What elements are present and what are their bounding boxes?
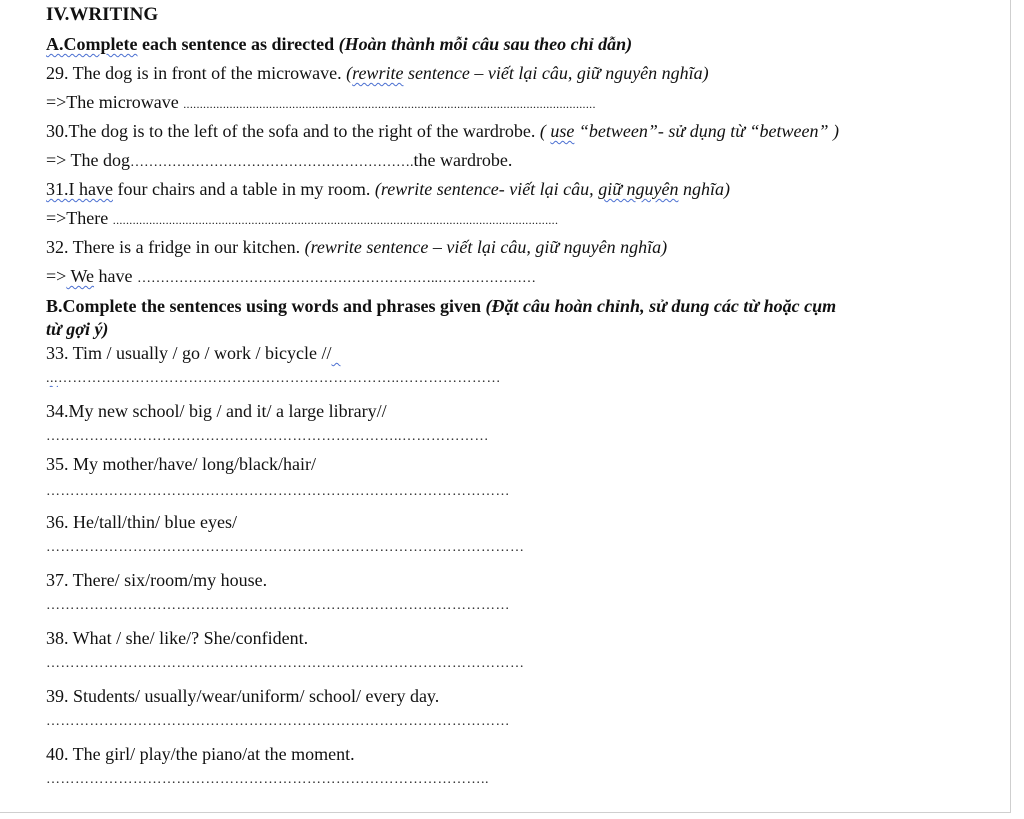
question-29: 29. The dog is in front of the microwave. (rewrite sentence – viết lại câu, giữ nguyên nghĩa) (46, 63, 709, 83)
question-38: 38. What / she/ like/? She/confident. (46, 628, 309, 648)
question-33: 33. Tim / usually / go / work / bicycle // (46, 343, 332, 363)
section-title: IV.WRITING (46, 4, 159, 25)
answer-30-blank[interactable]: ……………………………………………………. (129, 155, 414, 170)
part-a-title-vi: (Hoàn thành mỗi câu sau theo chỉ dẫn) (338, 34, 633, 54)
answer-34-blank[interactable]: ………………………………………………………………..……………… (46, 429, 489, 444)
answer-39-blank[interactable]: …………………………………………………………………………………… (46, 714, 510, 729)
answer-30: => The dog…………………………………………………….the wardrobe. (46, 150, 513, 170)
question-36: 36. He/tall/thin/ blue eyes/ (46, 512, 237, 532)
part-b-heading-cont: từ gợi ý) (46, 319, 109, 339)
question-32: 32. There is a fridge in our kitchen. (rewrite sentence – viết lại câu, giữ nguyên nghĩa) (46, 237, 668, 257)
question-30: 30.The dog is to the left of the sofa and to the right of the wardrobe. ( use “between”- sử dụng từ “between” ) (46, 121, 839, 141)
answer-29-blank[interactable]: ............................................................................................................................. (183, 97, 596, 111)
answer-31-blank[interactable]: ....................................................................................................................................... (112, 213, 559, 227)
answer-32: => We have ………………………………………………………..………………… (46, 266, 537, 286)
question-37: 37. There/ six/room/my house. (46, 570, 268, 590)
question-35: 35. My mother/have/ long/black/hair/ (46, 454, 316, 474)
question-31: 31.I have four chairs and a table in my room. (rewrite sentence- viết lại câu, giữ nguyên nghĩa) (46, 179, 730, 199)
answer-37-blank[interactable]: …………………………………………………………………………………… (46, 598, 510, 613)
answer-38-blank[interactable]: ……………………………………………………………………………………… (46, 656, 525, 671)
part-a-title: each sentence as directed (137, 34, 339, 54)
answer-36-blank[interactable]: ……………………………………………………………………………………… (46, 540, 525, 555)
answer-35-blank[interactable]: …………………………………………………………………………………… (46, 484, 510, 499)
answer-40-blank[interactable]: ……………………………………………………………………………….. (46, 772, 489, 787)
answer-32-blank[interactable]: ………………………………………………………..………………… (137, 271, 537, 286)
answer-29: =>The microwave ............................................................................................................................. (46, 92, 596, 112)
answer-31: =>There ....................................................................................................................................... (46, 208, 559, 228)
question-40: 40. The girl/ play/the piano/at the moment. (46, 744, 355, 764)
answer-33-blank[interactable]: ...……………………………………………………………..………………… (46, 371, 501, 386)
part-a-label: A.Complete (46, 34, 138, 54)
part-a-heading (46, 33, 632, 55)
question-39: 39. Students/ usually/wear/uniform/ school/ every day. (46, 686, 440, 706)
question-34: 34.My new school/ big / and it/ a large library// (46, 401, 387, 421)
part-b-heading: B.Complete the sentences using words and phrases given (Đặt câu hoàn chỉnh, sử dung các từ hoặc cụm (46, 296, 837, 316)
